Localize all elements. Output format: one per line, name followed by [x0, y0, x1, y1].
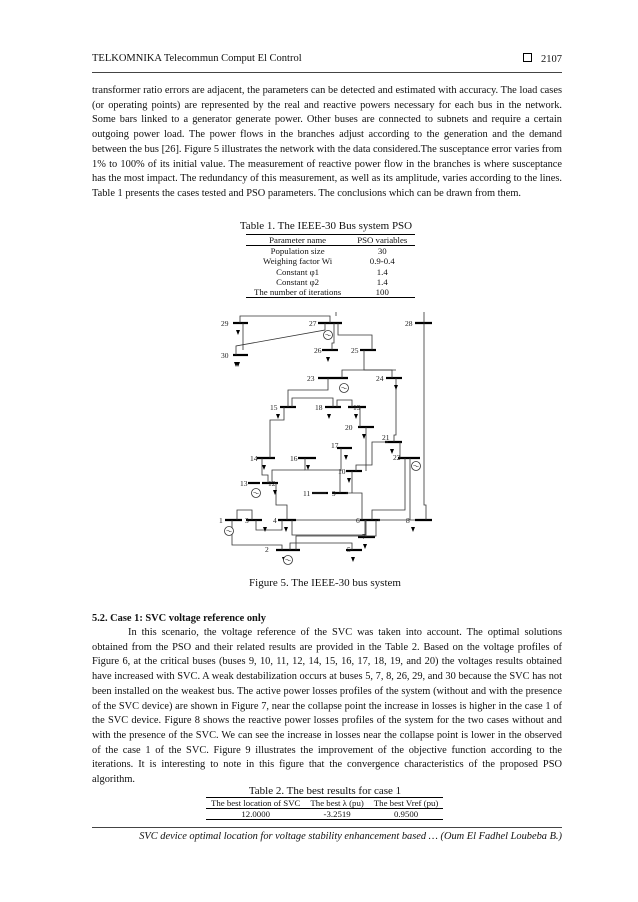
- table-row: [246, 277, 415, 287]
- table-cell: Weighing factor Wi: [263, 256, 333, 267]
- table-cell: 0.9-0.4: [369, 256, 395, 267]
- table-cell: 1.4: [376, 266, 388, 277]
- table-cell: 100: [375, 287, 389, 298]
- page-number: 2107: [541, 54, 562, 65]
- page-header: [92, 53, 562, 69]
- bus-label: 30: [221, 351, 229, 360]
- table1-header-row: [246, 235, 415, 246]
- table2-caption: Table 2. The best results for case 1: [248, 785, 402, 797]
- bus-label: 26: [314, 346, 322, 355]
- bus-label: 16: [290, 454, 298, 463]
- bus-label: 28: [405, 319, 413, 328]
- table2: [206, 797, 443, 820]
- bus-label: 19: [353, 403, 361, 412]
- bus-label: 5: [347, 545, 351, 554]
- bus-label: 9: [332, 489, 336, 498]
- table2-header: The best λ (pu): [310, 798, 364, 808]
- table2-header: The best location of SVC: [211, 798, 301, 808]
- header-rule: [92, 72, 562, 73]
- bus-label: 20: [345, 423, 353, 432]
- figure5-caption: Figure 5. The IEEE-30 bus system: [249, 577, 401, 589]
- table-cell: 12.0000: [241, 809, 270, 820]
- page-footer: SVC device optimal location for voltage stability enhancement based … (Oum El Fadhel Loubeba B.): [139, 831, 562, 842]
- bus-label: 25: [351, 346, 359, 355]
- table-row: [246, 287, 415, 298]
- bus-label: 29: [221, 319, 229, 328]
- bus-label: 23: [307, 374, 315, 383]
- table-cell: 30: [377, 246, 387, 257]
- table-cell: Constant φ1: [276, 266, 320, 277]
- page-number-area: [523, 53, 562, 65]
- bus-label: 13: [240, 479, 248, 488]
- bus-label: 18: [315, 403, 323, 412]
- bus-label: 27: [309, 319, 317, 328]
- section-body-text: In this scenario, the voltage reference of the SVC was taken into account. The optimal solutions obtained from the PSO and their related results are provided in the Table 2. Based on the voltage profiles of Figure 6, at the critical buses (buses 9, 10, 11, 12, 14, 15, 16, 17, 18, 19, and 20) the voltages results obtained have increased with SVC. A weak destabilization occurs at buses 5, 7, 8, 26, 29, and 30 because the SVC has not been installed on the weakest bus. The active power losses profiles of the system (without and with the presence of the SVC device) are shown in Figure 7, near the collapse point the increase in losses is higher in the case 1 of the SVC device. Figure 8 shows the reactive power losses profiles of the system for the two cases without and with the presence of the SVC. We can see the increase in losses near the collapse point is lower in the observed of the case 1 of the SVC. Figure 9 illustrates the improvement of the objective function according to the iterations. It is interesting to note in this figure that the convergence characteristics of the proposed PSO algorithm.: [92, 627, 562, 786]
- bus-label: 1: [219, 516, 223, 525]
- bus-label: 8: [406, 516, 410, 525]
- table-cell: The number of iterations: [254, 287, 342, 298]
- bus-label: 4: [273, 516, 277, 525]
- intro-paragraph-text: transformer ratio errors are adjacent, the parameters can be detected and estimated with accuracy. The load cases (or operating points) are represented by the real and reactive powers necessary for each bus in the network. Some bars linked to a generator generate power. Other buses are connected to subnets and require a certain outgoing power load. The power flows in the branches adjust according to the generation and the demand between the bus [26]. Figure 5 illustrates the network with the data considered.The susceptance error varies from 1% to 100% of its initial value. The measurement of reactive power flow in the branches is where susceptance has the most impact. The redundancy of this measurement, as well as its amplitude, varies according to the lines. Table 1 presents the cases tested and PSO parameters. The conclusions which can be drawn from them.: [92, 85, 562, 199]
- table1-header: Parameter name: [269, 235, 327, 245]
- ieee30-bus-diagram: [210, 312, 440, 574]
- table-cell: Population size: [270, 246, 325, 257]
- table2-header: The best Vref (pu): [373, 798, 439, 808]
- bus-label: 22: [393, 453, 401, 462]
- table-row: [206, 809, 443, 820]
- table1-caption: Table 1. The IEEE-30 Bus system PSO: [239, 220, 413, 232]
- table-cell: 0.9500: [393, 809, 419, 820]
- table-cell: -3.2519: [323, 809, 351, 820]
- section-heading: 5.2. Case 1: SVC voltage reference only: [92, 613, 266, 624]
- bus-label: 7: [362, 532, 366, 541]
- journal-title: TELKOMNIKA Telecommun Comput El Control: [92, 53, 302, 64]
- table-cell: 1.4: [376, 276, 388, 287]
- table-row: [246, 267, 415, 277]
- table2-header-row: [206, 798, 443, 809]
- checkbox-square-icon: [523, 53, 532, 62]
- bus-label: 24: [376, 374, 384, 383]
- intro-paragraph: [92, 84, 562, 202]
- bus-label: 11: [303, 489, 311, 498]
- table-row: [246, 246, 415, 257]
- bus-label: 14: [250, 454, 258, 463]
- bus-label: 21: [382, 433, 390, 442]
- footer-rule: [92, 827, 562, 828]
- table-row: [246, 256, 415, 266]
- section-body: [92, 626, 562, 788]
- bus-label: 10: [338, 467, 346, 476]
- bus-label: 6: [356, 516, 360, 525]
- table1-header: PSO variables: [357, 235, 408, 245]
- bus-label: 17: [331, 441, 339, 450]
- bus-label: 15: [270, 403, 278, 412]
- table-cell: Constant φ2: [276, 276, 320, 287]
- bus-label: 12: [268, 479, 276, 488]
- bus-label: 2: [265, 545, 269, 554]
- table1: [246, 234, 415, 298]
- bus-label: 3: [245, 516, 249, 525]
